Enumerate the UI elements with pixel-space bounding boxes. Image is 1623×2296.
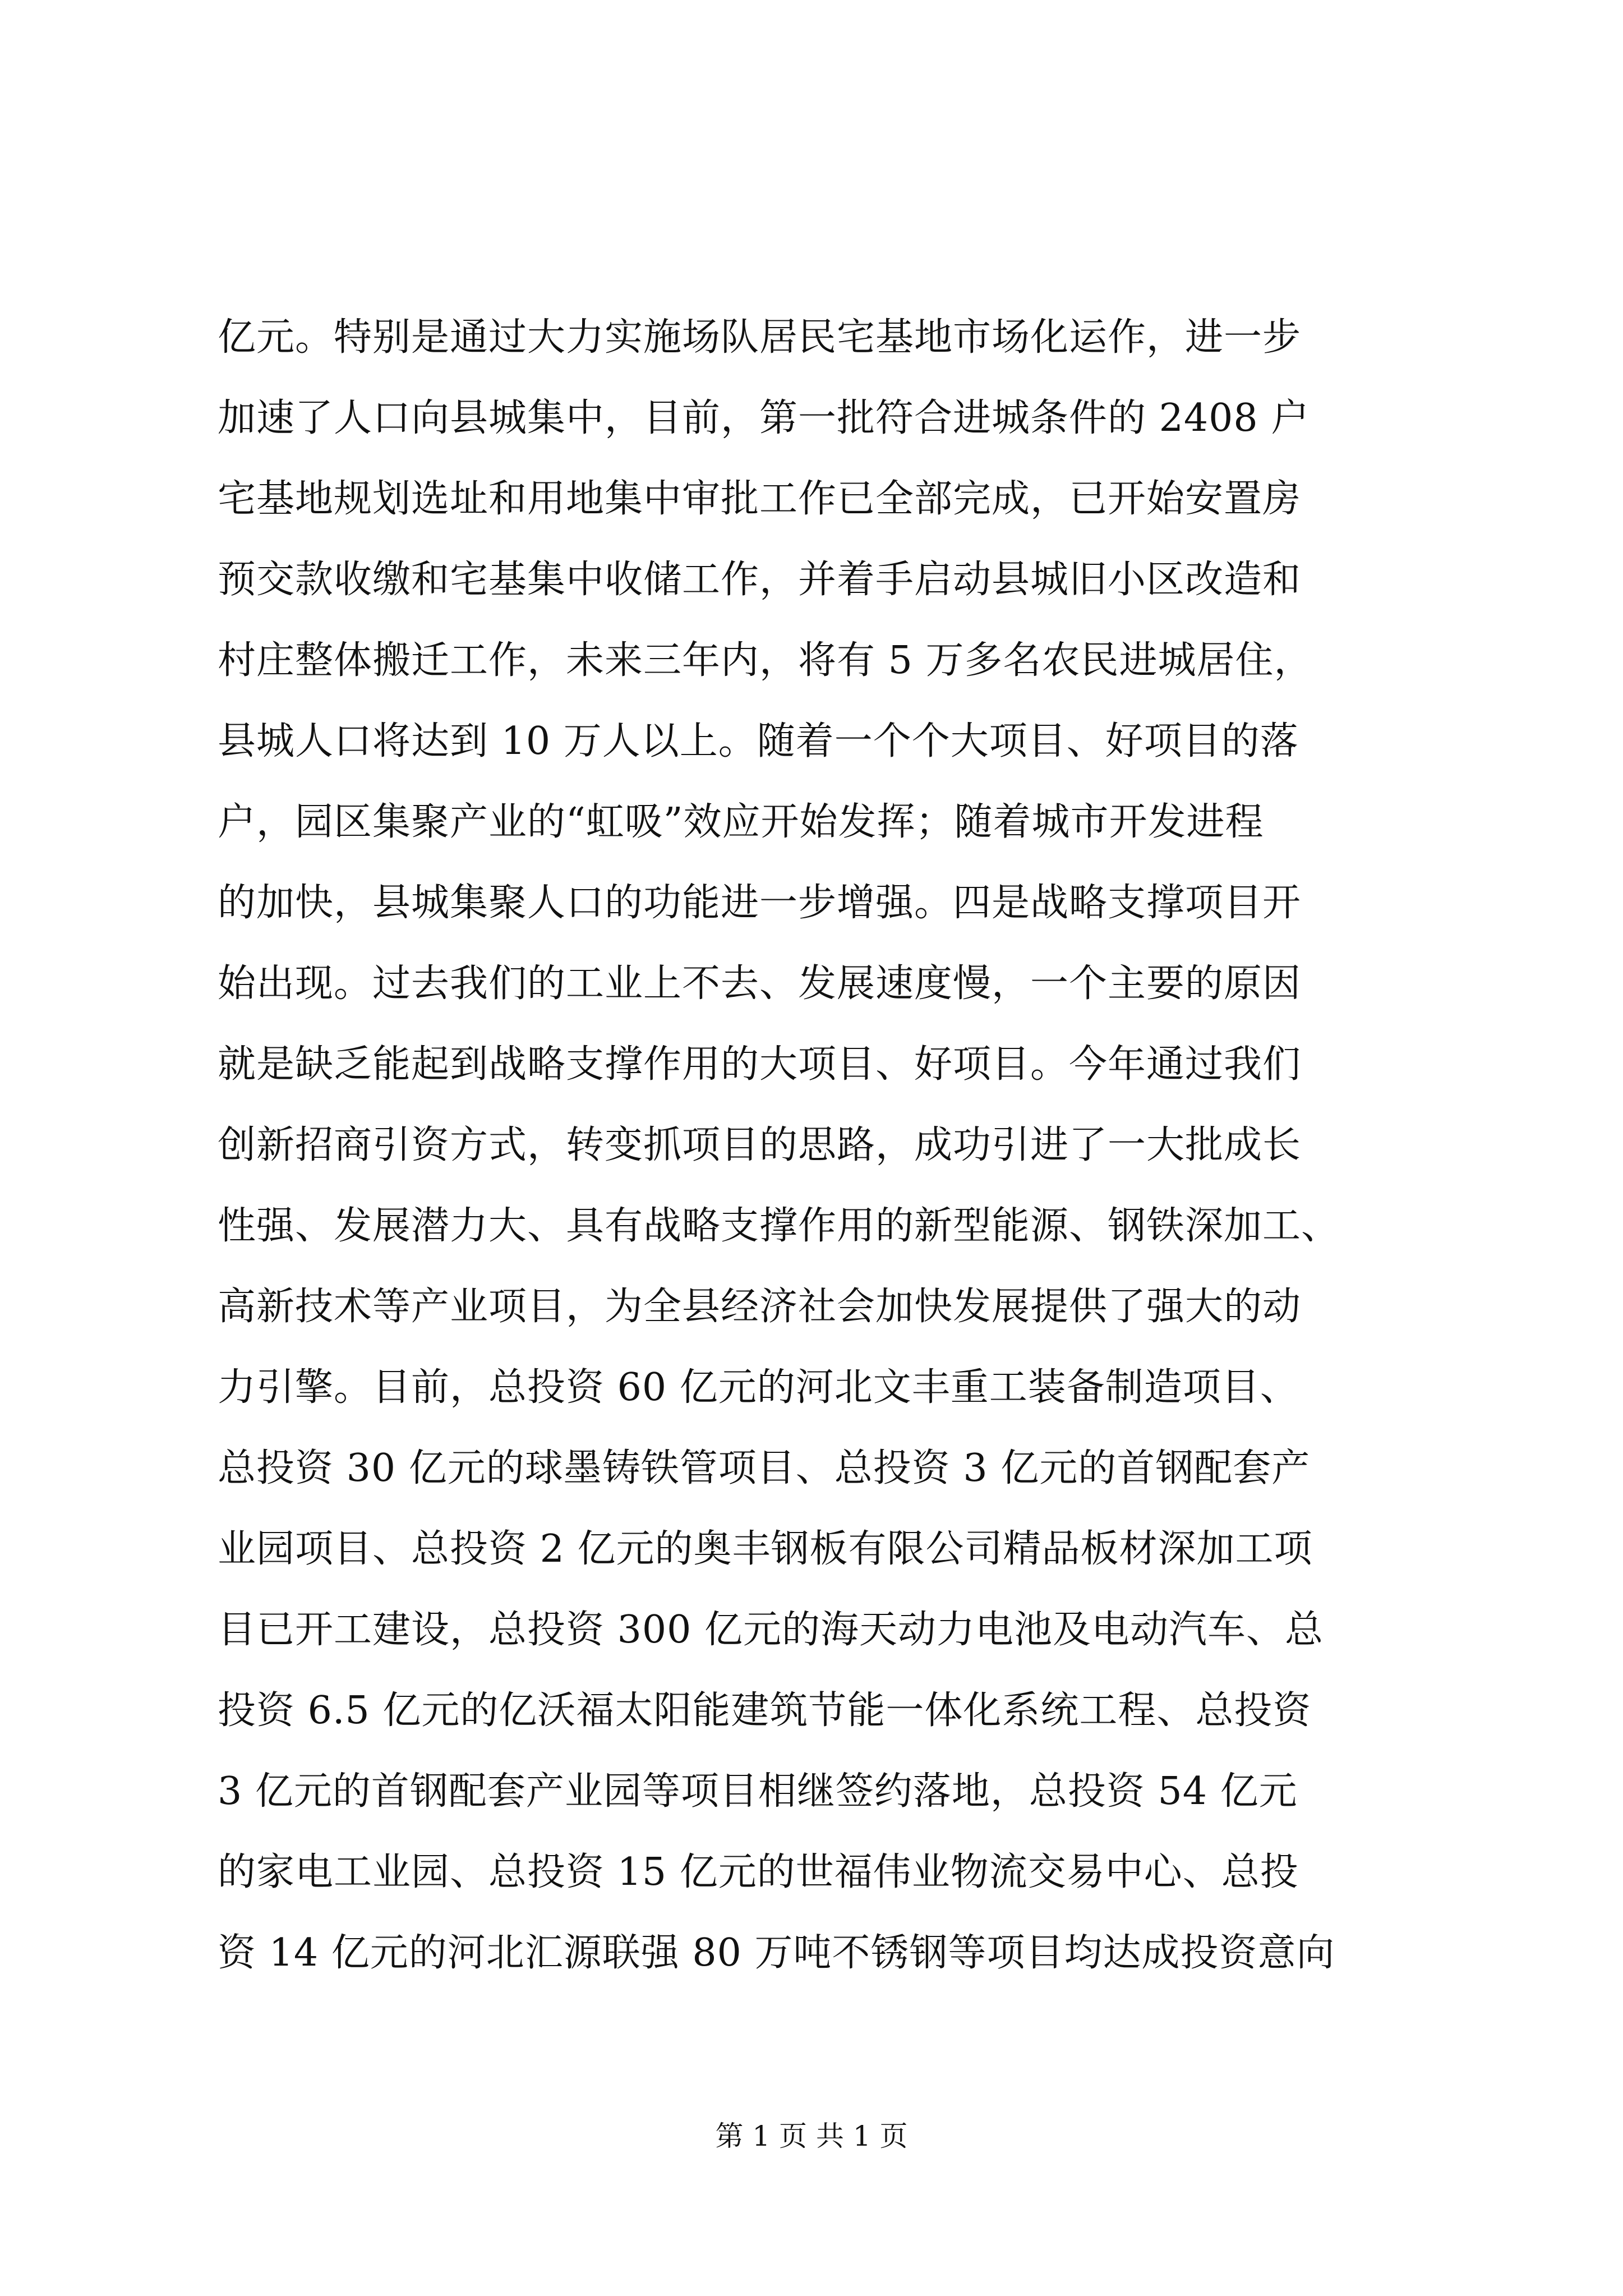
page-footer — [0, 2119, 1623, 2153]
text-line: 户，园区集聚产业的“虹吸”效应开始发挥；随着城市开发进程 — [218, 800, 1264, 844]
text-line: 始出现。过去我们的工业上不去、发展速度慢，一个主要的原因 — [218, 961, 1302, 1006]
text-line: 县城人口将达到 10 万人以上。随着一个个大项目、好项目的落 — [218, 719, 1299, 763]
text-line: 高新技术等产业项目，为全县经济社会加快发展提供了强大的动 — [218, 1285, 1302, 1329]
text-line: 业园项目、总投资 2 亿元的奥丰钢板有限公司精品板材深加工项 — [218, 1527, 1313, 1571]
text-line: 创新招商引资方式，转变抓项目的思路，成功引进了一大批成长 — [218, 1123, 1302, 1167]
page-number: 第 1 页 共 1 页 — [715, 2120, 908, 2152]
text-line: 的加快，县城集聚人口的功能进一步增强。四是战略支撑项目开 — [218, 881, 1302, 925]
text-line: 的家电工业园、总投资 15 亿元的世福伟业物流交易中心、总投 — [218, 1850, 1299, 1894]
text-line: 村庄整体搬迁工作，未来三年内，将有 5 万多名农民进城居住， — [218, 638, 1313, 683]
text-line: 宅基地规划选址和用地集中审批工作已全部完成，已开始安置房 — [218, 477, 1302, 521]
text-line: 3 亿元的首钢配套产业园等项目相继签约落地，总投资 54 亿元 — [218, 1769, 1298, 1814]
text-line: 目已开工建设，总投资 300 亿元的海天动力电池及电动汽车、总 — [218, 1608, 1324, 1652]
text-line: 性强、发展潜力大、具有战略支撑作用的新型能源、钢铁深加工、 — [218, 1204, 1340, 1248]
text-line: 投资 6.5 亿元的亿沃福太阳能建筑节能一体化系统工程、总投资 — [218, 1688, 1312, 1733]
text-line: 就是缺乏能起到战略支撑作用的大项目、好项目。今年通过我们 — [218, 1042, 1302, 1087]
text-line: 总投资 30 亿元的球墨铸铁管项目、总投资 3 亿元的首钢配套产 — [218, 1446, 1311, 1490]
text-line: 资 14 亿元的河北汇源联强 80 万吨不锈钢等项目均达成投资意向 — [218, 1931, 1335, 1975]
body-text — [218, 297, 1418, 1994]
text-line: 加速了人口向县城集中，目前，第一批符合进城条件的 2408 户 — [218, 396, 1310, 440]
text-line: 力引擎。目前，总投资 60 亿元的河北文丰重工装备制造项目、 — [218, 1365, 1299, 1410]
text-line: 预交款收缴和宅基集中收储工作，并着手启动县城旧小区改造和 — [218, 558, 1302, 602]
text-line: 亿元。特别是通过大力实施场队居民宅基地市场化运作，进一步 — [218, 315, 1302, 360]
